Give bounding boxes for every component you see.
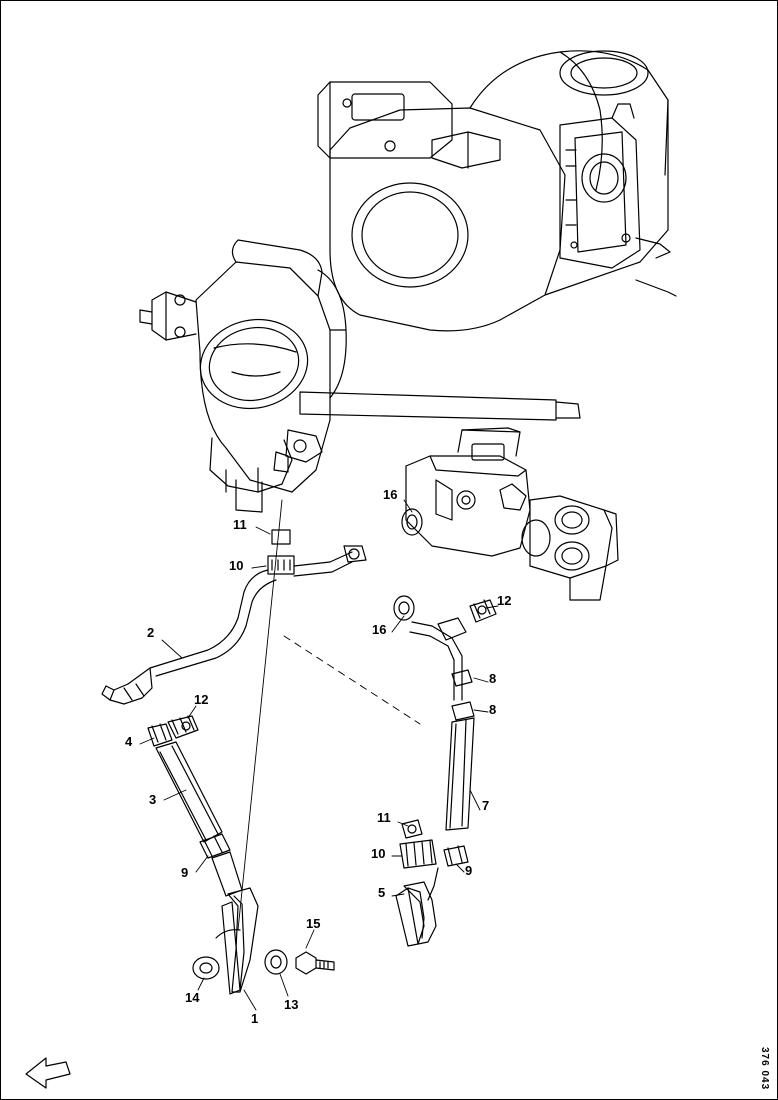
callout-15: 15 — [306, 916, 321, 931]
oil-line-upper — [102, 509, 422, 707]
callout-12-right: 12 — [497, 593, 512, 608]
callout-2: 2 — [147, 625, 155, 640]
oil-line-right-lower — [394, 596, 496, 946]
callout-7: 7 — [482, 798, 490, 813]
callout-5: 5 — [378, 885, 386, 900]
direction-of-travel-arrow — [26, 1058, 70, 1088]
callout-1: 1 — [251, 1011, 259, 1026]
figure-code: 376 043 — [759, 1046, 770, 1090]
callout-11-lower: 11 — [377, 810, 391, 825]
callout-9-right: 9 — [465, 863, 473, 878]
callout-12-left: 12 — [194, 692, 209, 707]
callout-4: 4 — [125, 734, 133, 749]
callout-16-upper: 16 — [383, 487, 398, 502]
callout-3: 3 — [149, 792, 157, 807]
leader-lines — [140, 500, 498, 1010]
intake-manifold-assembly — [406, 428, 618, 600]
callout-11-upper: 11 — [233, 517, 247, 532]
callout-10-upper: 10 — [229, 558, 244, 573]
callout-14: 14 — [185, 990, 200, 1005]
callout-13: 13 — [284, 997, 299, 1012]
callout-9-left: 9 — [181, 865, 189, 880]
compressor-housing-assembly — [140, 240, 580, 512]
oil-line-left-lower — [148, 716, 334, 994]
callout-8-lower: 8 — [489, 702, 497, 717]
callout-8-upper: 8 — [489, 671, 497, 686]
turbocharger-assembly — [318, 51, 676, 331]
callout-10-lower: 10 — [371, 846, 386, 861]
callout-16-lower: 16 — [372, 622, 387, 637]
